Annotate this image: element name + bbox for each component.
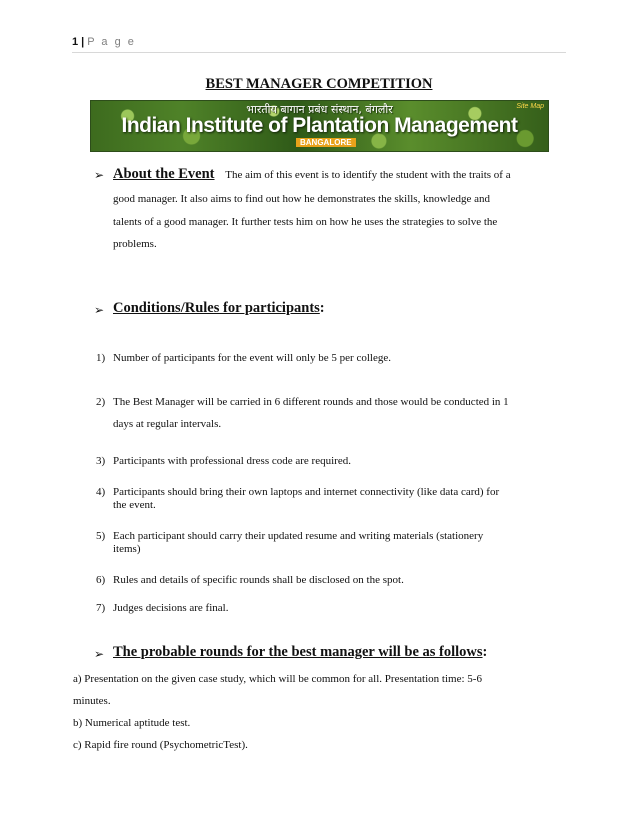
banner-hindi-name: भारतीय बागान प्रबंध संस्थान, बंगलौर: [246, 103, 393, 116]
about-text-line: The aim of this event is to identify the student with the traits of a: [225, 169, 511, 181]
round-text-line: minutes.: [73, 695, 111, 707]
rules-heading-colon: :: [319, 300, 325, 316]
rules-heading-line: [113, 302, 325, 316]
round-text-line: a) Presentation on the given case study, which will be common for all. Presentation time: 5-6: [73, 673, 482, 685]
document-title: BEST MANAGER COMPETITION: [205, 76, 433, 92]
bullet-arrow-icon: ➢: [94, 303, 105, 317]
bullet-arrow-icon: ➢: [94, 647, 105, 661]
banner-city: BANGALORE: [296, 138, 356, 147]
rule-number: 1): [96, 352, 106, 364]
rule-number: 5): [96, 530, 106, 542]
rule-text-line: Rules and details of specific rounds shall be disclosed on the spot.: [113, 574, 404, 586]
rule-number: 4): [96, 486, 106, 498]
institute-banner: [90, 100, 549, 152]
about-text-line: talents of a good manager. It further tests him on how he uses the strategies to solve the: [113, 216, 498, 228]
rule-number: 2): [96, 396, 106, 408]
rule-text-line: Number of participants for the event will only be 5 per college.: [113, 352, 391, 364]
rules-heading: Conditions/Rules for participants: [113, 300, 320, 316]
page-word: P a g e: [87, 36, 136, 48]
rule-text-line: The Best Manager will be carried in 6 different rounds and those would be conducted in 1: [113, 396, 509, 408]
page-number: 1: [72, 36, 79, 48]
rule-number: 3): [96, 455, 106, 467]
about-text-line: good manager. It also aims to find out how he demonstrates the skills, knowledge and: [113, 193, 490, 205]
rule-text-line: Participants should bring their own laptops and internet connectivity (like data card) for: [113, 486, 500, 498]
banner-institute-name: Indian Institute of Plantation Management: [121, 114, 518, 137]
rule-number: 7): [96, 602, 106, 614]
banner-sitemap-link[interactable]: Site Map: [516, 103, 544, 110]
rule-text-line: Judges decisions are final.: [113, 602, 229, 614]
rule-text-line: items): [113, 543, 141, 555]
rule-text-line: Participants with professional dress code are required.: [113, 455, 351, 467]
rule-text-line: Each participant should carry their updated resume and writing materials (stationery: [113, 530, 484, 542]
rounds-heading-colon: :: [482, 644, 488, 660]
rounds-heading-line: [113, 646, 487, 660]
bullet-arrow-icon: ➢: [94, 168, 105, 182]
rule-number: 6): [96, 574, 106, 586]
rule-text-line: days at regular intervals.: [113, 418, 222, 430]
about-heading: About the Event: [113, 166, 215, 182]
rounds-heading: The probable rounds for the best manager will be as follows: [113, 644, 483, 660]
rule-text-line: the event.: [113, 499, 156, 511]
page-separator: |: [81, 36, 85, 48]
about-text-line: problems.: [113, 238, 157, 250]
round-text-line: b) Numerical aptitude test.: [73, 717, 191, 729]
about-first-line: [113, 168, 511, 182]
round-text-line: c) Rapid fire round (PsychometricTest).: [73, 739, 248, 751]
page-header: [72, 36, 566, 53]
